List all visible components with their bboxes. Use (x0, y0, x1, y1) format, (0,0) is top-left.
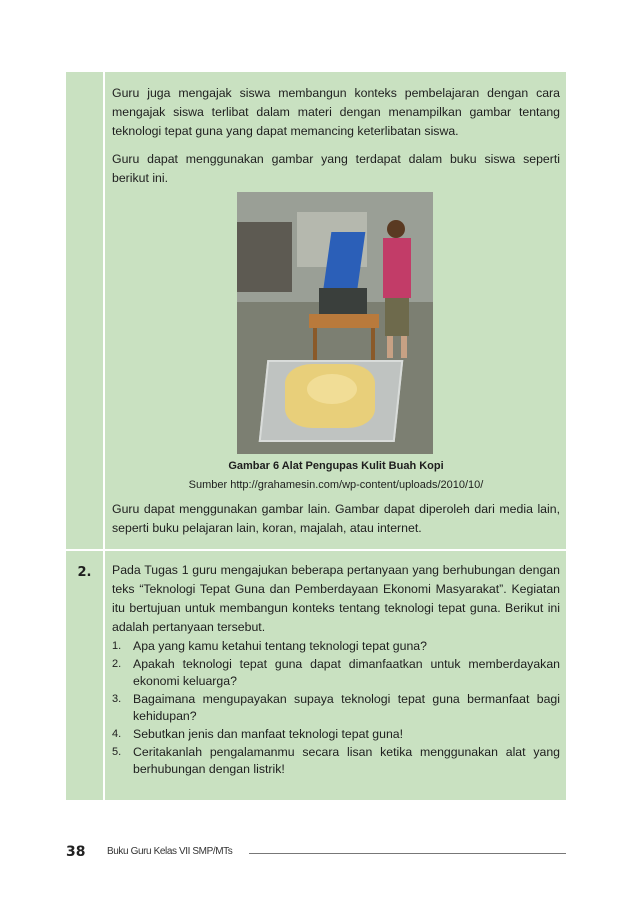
list-item: 2. Apakah teknologi tepat guna dapat dimanfaatkan untuk memberdayakan ekonomi keluarga? (112, 657, 560, 688)
section1-para1: Guru juga mengajak siswa membangun konteks pembelajaran dengan cara mengajak siswa terlibat dalam materi dengan menampilkan gambar tentang teknologi tepat guna yang dapat memancing keterlibatan siswa. (112, 86, 560, 138)
footer-rule (249, 853, 566, 854)
section2-number: 2. (77, 565, 92, 580)
list-item: 3. Bagaimana mengupayakan supaya teknologi tepat guna bermanfaat bagi kehidupan? (112, 692, 560, 723)
figure-caption: Gambar 6 Alat Pengupas Kulit Buah Kopi (228, 460, 444, 472)
section1-para2: Guru dapat menggunakan gambar yang terdapat dalam buku siswa seperti berikut ini. (112, 152, 560, 185)
lesson-table (66, 72, 566, 800)
number-column (66, 72, 105, 800)
figure-source: Sumber http://grahamesin.com/wp-content/uploads/2010/10/ (188, 479, 484, 491)
page-number: 38 (66, 844, 86, 860)
question-list (112, 638, 560, 779)
list-item: 4. Sebutkan jenis dan manfaat teknologi tepat guna! (112, 727, 404, 741)
list-item: 1. Apa yang kamu ketahui tentang teknologi tepat guna? (112, 639, 427, 653)
section1-para3: Guru dapat menggunakan gambar lain. Gambar dapat diperoleh dari media lain, seperti buku pelajaran lain, koran, majalah, atau internet. (112, 502, 560, 535)
coffee-peeler-photo (237, 192, 433, 454)
row-divider (66, 549, 566, 551)
list-item: 5. Ceritakanlah pengalamanmu secara lisan ketika menggunakan alat yang berhubungan dengan listrik! (112, 745, 560, 776)
book-title: Buku Guru Kelas VII SMP/MTs (107, 846, 233, 857)
section2-intro: Pada Tugas 1 guru mengajukan beberapa pertanyaan yang berhubungan dengan teks “Teknologi Tepat Guna dan Pemberdayaan Ekonomi Masyarakat”. Kegiatan itu bertujuan untuk membangun konteks tentang teknologi tepat guna. Berikut ini adalah pertanyaan tersebut. (112, 563, 560, 634)
